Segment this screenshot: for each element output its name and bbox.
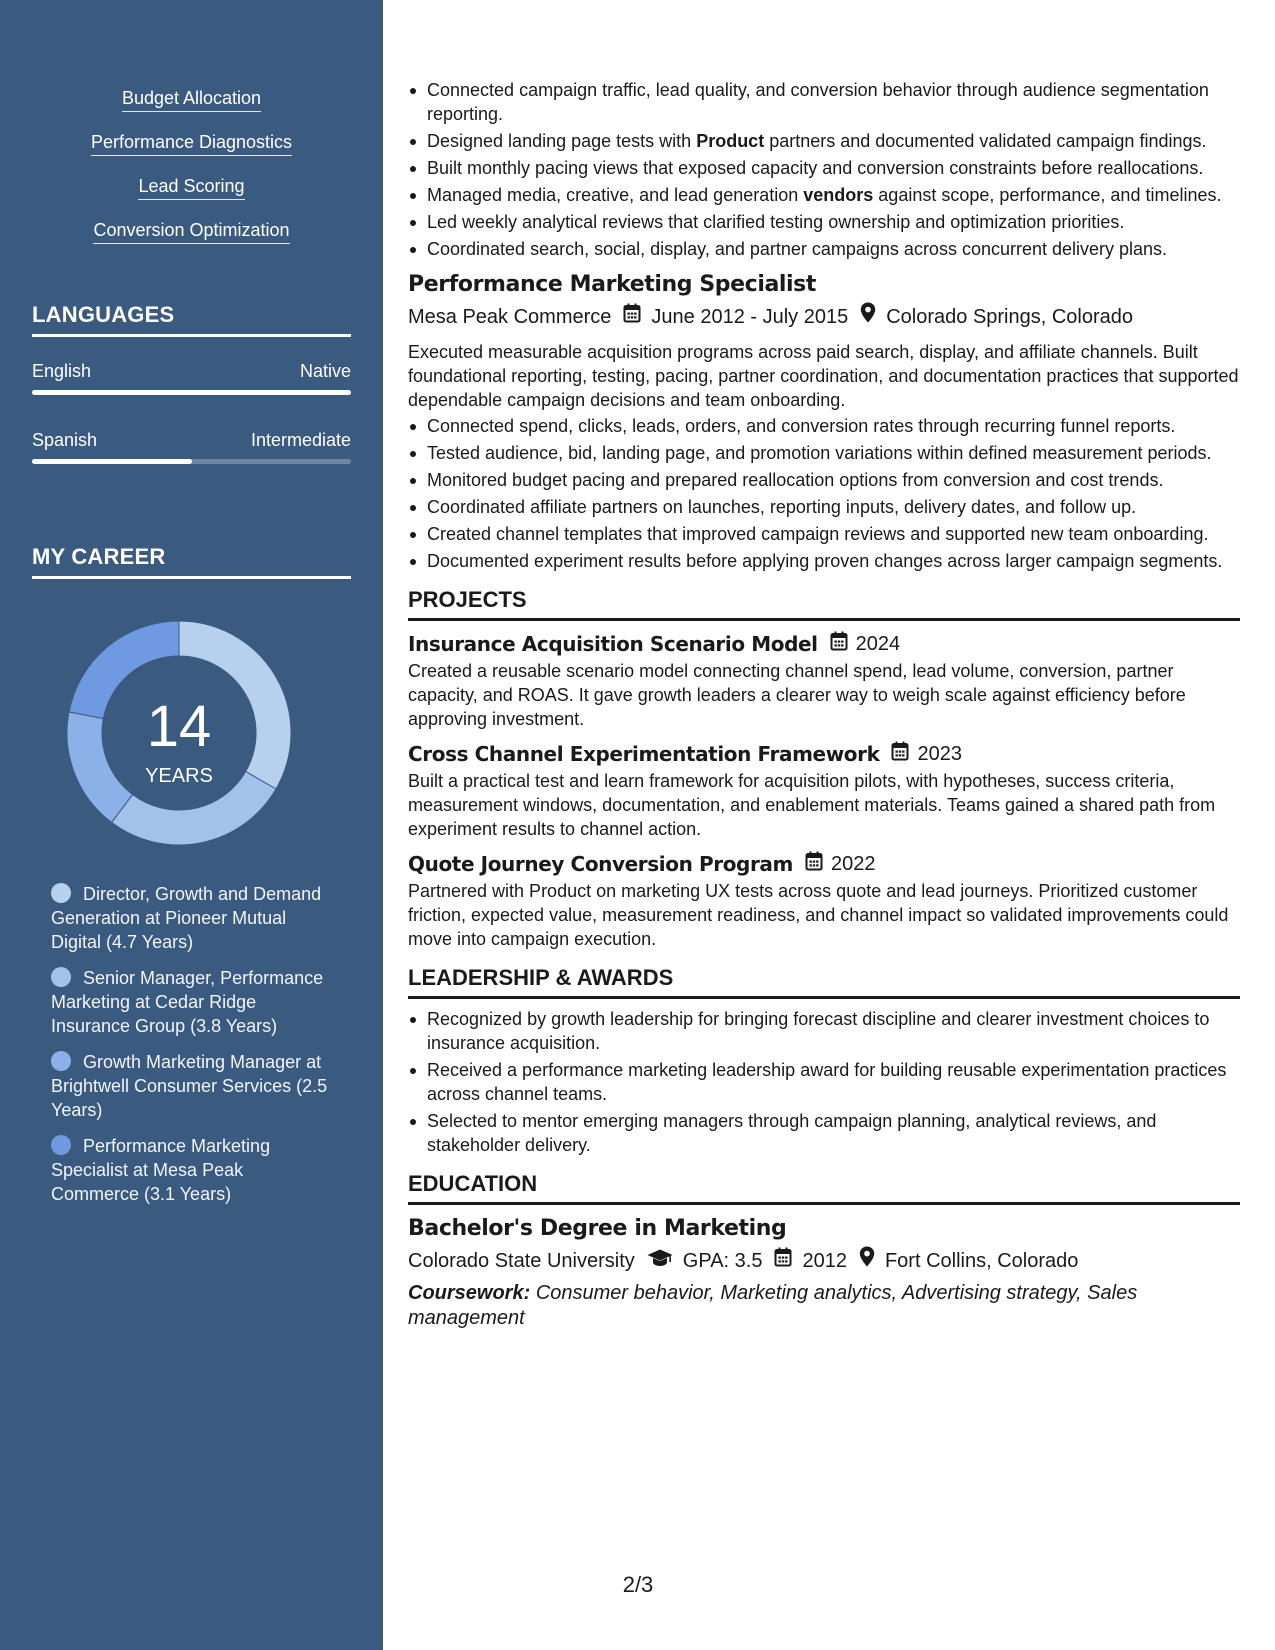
- bullet-item: Coordinated search, social, display, and partner campaigns across concurrent delivery plans.: [408, 237, 1240, 261]
- education-gpa: GPA: 3.5: [682, 1249, 763, 1272]
- career-heading: MY CAREER: [32, 544, 351, 579]
- bullet-item: Created channel templates that improved campaign reviews and supported new team onboarding.: [408, 522, 1240, 546]
- project-description: Created a reusable scenario model connecting channel spend, lead volume, conversion, partner capacity, and ROAS. It gave growth leaders a clearer way to weigh scale against efficiency before approving investment.: [408, 661, 1186, 729]
- language-level: Intermediate: [250, 430, 351, 450]
- bullet-item: Built monthly pacing views that exposed capacity and conversion constraints before reallocations.: [408, 156, 1240, 180]
- project-title: Cross Channel Experimentation Framework: [408, 742, 880, 766]
- education-coursework: [408, 1281, 1240, 1331]
- languages-heading: LANGUAGES: [32, 302, 351, 337]
- skill-item: Conversion Optimization: [0, 218, 383, 244]
- career-years-label: YEARS: [145, 765, 213, 787]
- sidebar: [0, 0, 383, 1650]
- language-name: Spanish: [32, 430, 98, 450]
- bullet-item: Connected campaign traffic, lead quality, and conversion behavior through audience segmentation reporting.: [408, 78, 1240, 126]
- project-year: 2023: [917, 743, 962, 765]
- language-bar-english: [32, 390, 351, 395]
- awards-heading: LEADERSHIP & AWARDS: [408, 965, 1240, 999]
- bullet-item: Led weekly analytical reviews that clarified testing ownership and optimization priorities.: [408, 210, 1240, 234]
- calendar-icon: [805, 851, 823, 877]
- education-degree: Bachelor's Degree in Marketing: [408, 1216, 787, 1241]
- career-legend-item: Growth Marketing Manager at Brightwell Consumer Services (2.5 Years): [51, 1052, 328, 1120]
- calendar-icon: [623, 303, 641, 331]
- job-title: Performance Marketing Specialist: [408, 272, 816, 297]
- page-number: 2/3: [622, 1572, 654, 1597]
- career-donut-chart: [66, 620, 292, 846]
- bullet-item: Tested audience, bid, landing page, and promotion variations within defined measurement periods.: [408, 441, 1240, 465]
- legend-dot: [51, 1135, 71, 1155]
- calendar-icon: [891, 741, 909, 767]
- bullet-item: Managed media, creative, and lead generation vendors against scope, performance, and timelines.: [408, 183, 1240, 207]
- language-bar-spanish: [32, 459, 351, 464]
- project-year: 2024: [855, 633, 901, 655]
- project-title-row: [408, 631, 1240, 657]
- location-pin-icon: [859, 1246, 875, 1275]
- project-title: Quote Journey Conversion Program: [408, 852, 793, 876]
- award-item: Selected to mentor emerging managers through campaign planning, analytical reviews, and stakeholder delivery.: [408, 1109, 1240, 1157]
- bullet-item: Designed landing page tests with Product partners and documented validated campaign findings.: [408, 129, 1240, 153]
- education-meta: [408, 1246, 1240, 1275]
- project-description: Partnered with Product on marketing UX tests across quote and lead journeys. Prioritized customer friction, expected value, measurement readiness, and channel impact so validated improvements could move into campaign execution.: [408, 881, 1229, 949]
- legend-dot: [51, 967, 71, 987]
- previous-job-bullets: [408, 78, 1240, 261]
- skill-item: Performance Diagnostics: [0, 130, 383, 156]
- language-row-spanish: [32, 429, 351, 451]
- career-legend-item: Performance Marketing Specialist at Mesa Peak Commerce (3.1 Years): [51, 1136, 271, 1204]
- award-item: Received a performance marketing leadership award for building reusable experimentation practices across channel teams.: [408, 1058, 1240, 1106]
- calendar-icon: [830, 631, 848, 657]
- language-row-english: [32, 360, 351, 382]
- career-legend: [51, 882, 331, 1218]
- legend-dot: [51, 883, 71, 903]
- career-legend-item: Director, Growth and Demand Generation at Pioneer Mutual Digital (4.7 Years): [51, 884, 322, 952]
- projects-heading: PROJECTS: [408, 587, 1240, 621]
- job-dates: June 2012 - July 2015: [651, 305, 849, 328]
- skills-list: [0, 86, 383, 262]
- job-bullets: [408, 414, 1240, 573]
- graduation-cap-icon: [647, 1247, 673, 1275]
- project-description: Built a practical test and learn framework for acquisition pilots, with hypotheses, success criteria, measurement windows, documentation, and enablement materials. Teams gained a shared path from experiment results to channel action.: [408, 771, 1216, 839]
- project-title-row: [408, 851, 1240, 877]
- legend-dot: [51, 1051, 71, 1071]
- education-location: Fort Collins, Colorado: [884, 1249, 1079, 1272]
- bullet-item: Monitored budget pacing and prepared reallocation options from conversion and cost trends.: [408, 468, 1240, 492]
- bullet-item: Documented experiment results before applying proven changes across larger campaign segments.: [408, 549, 1240, 573]
- education-year: 2012: [802, 1249, 847, 1272]
- award-item: Recognized by growth leadership for bringing forecast discipline and clearer investment choices to insurance acquisition.: [408, 1007, 1240, 1055]
- bold-term: Product: [696, 131, 765, 151]
- language-bar-fill: [32, 459, 192, 464]
- bold-term: vendors: [803, 185, 874, 205]
- career-legend-item: Senior Manager, Performance Marketing at Cedar Ridge Insurance Group (3.8 Years): [51, 968, 324, 1036]
- bullet-item: Connected spend, clicks, leads, orders, and conversion rates through recurring funnel reports.: [408, 414, 1240, 438]
- education-school: Colorado State University: [408, 1249, 635, 1272]
- skill-item: Budget Allocation: [0, 86, 383, 112]
- skill-item: Lead Scoring: [0, 174, 383, 200]
- language-level: Native: [299, 361, 351, 381]
- career-total-years: 14: [146, 694, 212, 759]
- coursework-text: Consumer behavior, Marketing analytics, Advertising strategy, Sales management: [408, 1282, 1138, 1329]
- job-meta: [408, 302, 1240, 331]
- education-heading: EDUCATION: [408, 1171, 1240, 1205]
- job-summary: Executed measurable acquisition programs across paid search, display, and affiliate channels. Built foundational reporting, testing, pacing, partner coordination, and documentation practices that supported dependable campaign decisions and team onboarding.: [408, 342, 1239, 410]
- language-name: English: [32, 361, 92, 381]
- calendar-icon: [774, 1247, 792, 1275]
- main-content: [408, 78, 1240, 1331]
- location-pin-icon: [860, 302, 876, 331]
- job-location: Colorado Springs, Colorado: [886, 305, 1134, 328]
- awards-list: [408, 1007, 1240, 1157]
- bullet-item: Coordinated affiliate partners on launches, reporting inputs, delivery dates, and follow up.: [408, 495, 1240, 519]
- project-title-row: [408, 741, 1240, 767]
- coursework-label: Coursework:: [408, 1282, 531, 1304]
- job-company: Mesa Peak Commerce: [408, 305, 612, 328]
- project-title: Insurance Acquisition Scenario Model: [408, 632, 818, 656]
- project-year: 2022: [830, 853, 876, 875]
- language-bar-fill: [32, 390, 351, 395]
